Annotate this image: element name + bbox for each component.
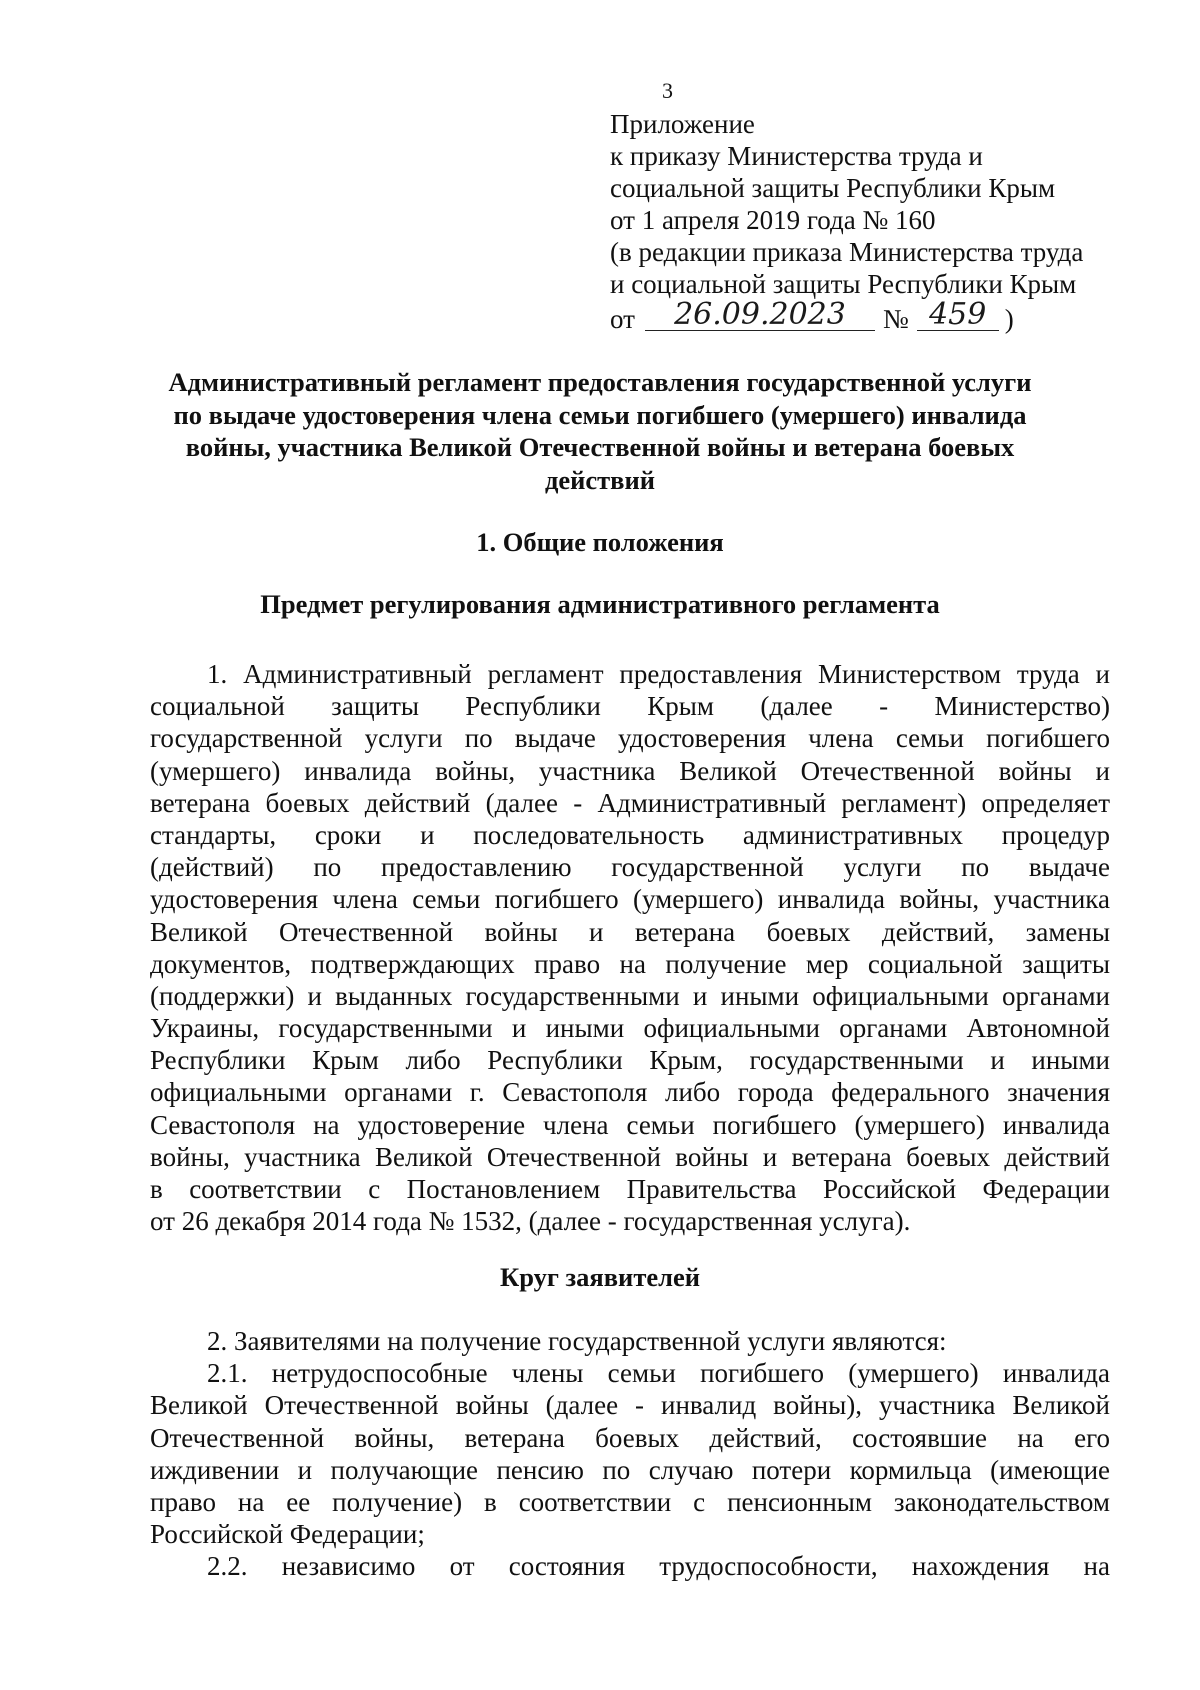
title-line: по выдаче удостоверения члена семьи погибшего (умершего) инвалида: [173, 399, 1027, 430]
paragraph-line: удостоверения члена семьи погибшего (умершего) инвалида войны, участника: [150, 884, 1110, 915]
appendix-line: к приказу Министерства труда и: [610, 141, 983, 171]
paragraph-line: документов, подтверждающих право на получение мер социальной защиты: [150, 948, 1110, 979]
handwritten-number: 459: [917, 300, 999, 331]
paragraph-line: войны, участника Великой Отечественной войны и ветерана боевых действий: [150, 1141, 1110, 1172]
document-title: [150, 366, 1050, 496]
paragraph-line: право на ее получение) в соответствии с пенсионным законодательством: [150, 1486, 1110, 1517]
paragraph-line: ветерана боевых действий (далее - Административный регламент) определяет: [150, 787, 1110, 818]
paragraph-line: Российской Федерации;: [150, 1519, 425, 1550]
order-date-line: [610, 297, 1180, 335]
paragraph-1: [150, 658, 1110, 1237]
appendix-line: от 1 апреля 2019 года № 160: [610, 205, 936, 235]
paragraph-line: Отечественной войны, ветерана боевых действий, состоявшие на его: [150, 1422, 1110, 1453]
section-heading-subject: Предмет регулирования административного регламента: [260, 589, 940, 619]
handwritten-date: 26.09.2023: [645, 300, 875, 331]
paragraph-2: [150, 1325, 1110, 1583]
closing-paren: ): [1004, 304, 1014, 334]
paragraph-line: Севастополя на удостоверение члена семьи погибшего (умершего) инвалида: [150, 1109, 1110, 1140]
number-sign: №: [882, 304, 909, 334]
paragraph-line: в соответствии с Постановлением Правительства Российской Федерации: [150, 1174, 1110, 1204]
appendix-block: [610, 108, 1180, 335]
paragraph-line: от 26 декабря 2014 года № 1532, (далее - государственная услуга).: [150, 1206, 911, 1237]
paragraph-line: государственной услуги по выдаче удостоверения члена семьи погибшего: [150, 723, 1110, 754]
paragraph-line: (поддержки) и выданных государственными и иными официальными органами: [150, 980, 1110, 1011]
paragraph-line: Великой Отечественной войны (далее - инвалид войны), участника Великой: [150, 1390, 1110, 1421]
title-line: действий: [544, 464, 656, 495]
section-heading-applicants: Круг заявителей: [499, 1262, 700, 1292]
paragraph-line: 2.1. нетрудоспособные члены семьи погибшего (умершего) инвалида: [207, 1358, 1110, 1389]
paragraph-line: (действий) по предоставлению государственной услуги по выдаче: [150, 852, 1110, 883]
title-line: Административный регламент предоставления государственной услуги: [168, 367, 1032, 397]
paragraph-line: (умершего) инвалида войны, участника Великой Отечественной войны и: [150, 755, 1110, 786]
paragraph-line: социальной защиты Республики Крым (далее - Министерство): [150, 691, 1110, 722]
appendix-line: Приложение: [610, 109, 755, 139]
paragraph-line: официальными органами г. Севастополя либо города федерального значения: [150, 1077, 1110, 1108]
title-line: войны, участника Великой Отечественной войны и ветерана боевых: [185, 432, 1015, 462]
paragraph-line: Великой Отечественной войны и ветерана боевых действий, замены: [150, 916, 1110, 947]
paragraph-line: Республики Крым либо Республики Крым, государственными и иными: [150, 1045, 1110, 1076]
paragraph-line: 1. Административный регламент предоставления Министерством труда и: [207, 659, 1110, 689]
date-prefix: от: [610, 304, 635, 334]
paragraph-line: 2.2. независимо от состояния трудоспособности, нахождения на: [207, 1551, 1110, 1582]
paragraph-line: иждивении и получающие пенсию по случаю потери кормильца (имеющие: [150, 1454, 1110, 1485]
appendix-line: и социальной защиты Республики Крым: [610, 269, 1077, 299]
section-heading-general: 1. Общие положения: [476, 527, 724, 557]
appendix-line: (в редакции приказа Министерства труда: [610, 237, 1084, 267]
paragraph-line: Украины, государственными и иными официальными органами Автономной: [150, 1013, 1110, 1044]
page-number: 3: [662, 78, 673, 103]
paragraph-line: 2. Заявителями на получение государственной услуги являются:: [207, 1326, 947, 1356]
paragraph-line: стандарты, сроки и последовательность административных процедур: [150, 819, 1110, 850]
appendix-line: социальной защиты Республики Крым: [610, 173, 1056, 203]
